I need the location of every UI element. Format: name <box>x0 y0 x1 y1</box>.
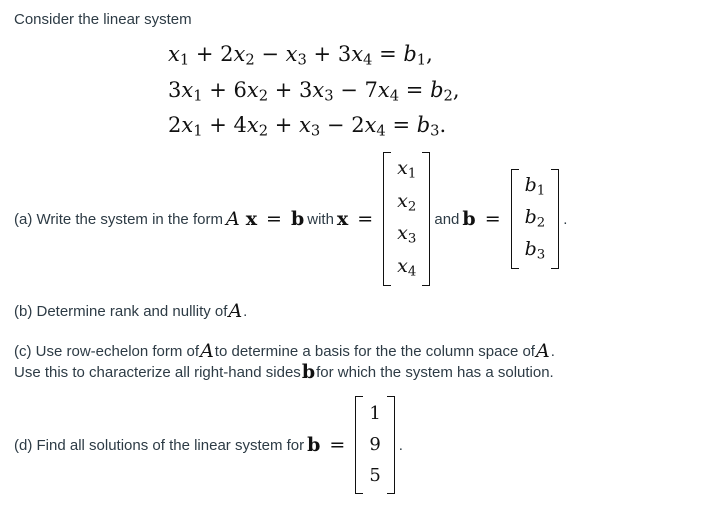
vector-x-symbol-2: x <box>336 208 349 230</box>
part-d-text: (d) Find all solutions of the linear system for <box>14 436 305 454</box>
equals-sign-3: = <box>484 208 501 230</box>
part-c-line-1: (c) Use row-echelon form of A to determine a basis for the the column space of A . <box>14 340 555 362</box>
part-c-text-2: to determine a basis for the the column space of <box>214 342 535 360</box>
equation-2: $3x_1 + 6x_2 + 3x_3 - 7x_4 = b_2$, <box>168 78 460 105</box>
matrix-A-symbol-c1: A <box>200 340 214 362</box>
part-d: (d) Find all solutions of the linear system for b = 1 9 5 . <box>14 394 403 496</box>
b-vector: $b_1$ $b_2$ $b_3$ <box>511 169 560 269</box>
equation-1: $x_1 + 2x_2 - x_3 + 3x_4 = b_1$, <box>168 42 433 69</box>
vector-x-symbol: x <box>245 208 258 230</box>
matrix-A-symbol-c2: A <box>535 340 550 362</box>
and-text: and <box>434 210 460 228</box>
d-vector: 1 9 5 <box>355 396 394 494</box>
vector-b-symbol-2: b <box>462 208 476 230</box>
with-text: with <box>307 210 334 228</box>
equation-3: $2x_1 + 4x_2 + x_3 - 2x_4 = b_3$. <box>168 113 447 140</box>
vector-b-symbol-c: b <box>301 361 316 383</box>
part-a <box>14 150 567 288</box>
x-vector: $x_1$ $x_2$ $x_3$ $x_4$ <box>383 152 430 286</box>
matrix-A-symbol-b: A <box>228 300 243 322</box>
equals-sign-2: = <box>357 208 374 230</box>
intro-text: Consider the linear system <box>14 11 192 28</box>
vector-b-symbol: b <box>290 208 305 230</box>
equals-sign: = <box>266 208 282 230</box>
part-b: (b) Determine rank and nullity of A . <box>14 300 248 322</box>
part-c-line-2 <box>14 361 554 383</box>
part-b-text: (b) Determine rank and nullity of <box>14 302 228 320</box>
period: . <box>563 210 568 228</box>
equals-sign-d: = <box>329 434 346 456</box>
part-c-text-1: (c) Use row-echelon form of <box>14 342 200 360</box>
part-a-text: (a) Write the system in the form <box>14 210 223 228</box>
part-c-text-3: Use this to characterize all right-hand sides <box>14 363 301 381</box>
matrix-A-symbol: A <box>225 208 240 230</box>
part-c-text-4: for which the system has a solution. <box>316 363 554 381</box>
vector-b-symbol-d: b <box>307 434 321 456</box>
